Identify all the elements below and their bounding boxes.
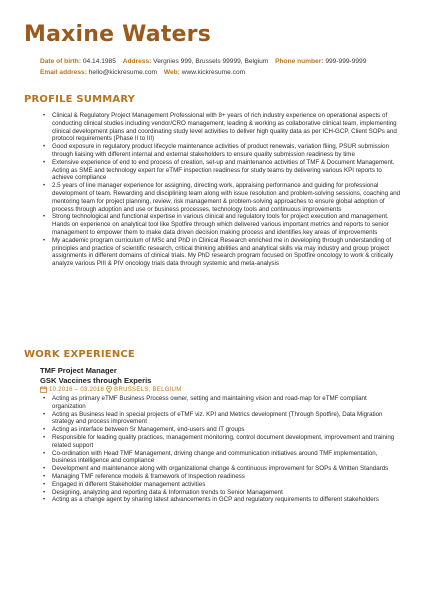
web-label: Web: — [163, 69, 180, 77]
profile-summary-list — [40, 112, 402, 268]
email-value[interactable]: hello@kickresume.com — [88, 69, 158, 77]
list-item: • Acting as primary eTMF Business Process owner, setting and maintaining vision and road-map for eTMF compliant organization — [40, 395, 402, 411]
phone-value: 999-999-9999 — [325, 58, 367, 65]
contact-line-2 — [40, 67, 410, 78]
job-meta — [40, 386, 182, 393]
list-item: • Acting as a change agent by sharing latest advancements in GCP and regulatory requirements to different stakeholders — [40, 496, 402, 504]
list-item: • Acting as Business lead in special projects of eTMF viz. KPI and Metrics development (Through Spotfire), Data Migration strategy and process improvement — [40, 411, 402, 427]
list-item: • Co-ordination with Head TMF Management, driving change and communication initiatives around TMF implementation, business intelligence and compliance — [40, 450, 402, 466]
contact-line-1 — [40, 56, 410, 67]
web-value[interactable]: www.kickresume.com — [181, 69, 246, 77]
list-item: • My academic program curriculum of MSc and PhD in Clinical Research enriched me in developing through understanding of principles and practice of scientific research, critical thinking abilities and analytical skills via may industry and group project assignments in different domains of clinical trials. My PhD research program focused on Spotfire oncology to work & critically analyze various PIII & PIV oncology trials data through systemic and meta-analysis — [40, 237, 402, 268]
address-label: Address: — [122, 58, 152, 65]
list-item: • Good exposure in regulatory product lifecycle maintenance activities of product renewals, variation fliing, PSUR submission through liaising with different internal and external stakeholders to ensure quality submission readiness by time — [40, 143, 402, 159]
list-item: • Clinical & Regulatory Project Management Professional with 8+ years of rich industry experience on operational aspects of conducting clinical studies including vendor/CRO management, leading & working as collaborative clinical team, implementing clinical development plans and coordinating study level activities to deliver high quality data as per ICH-GCP, Client SOPs and protocol requirements (Phase II to III) — [40, 112, 402, 143]
list-item: • Extensive experience of end to end process of creation, set-up and maintenance activities of TMF & Document Management. Acting as SME and technology expert for eTMF inspection readiness for study teams by delivering various KPI reports to achieve compliance — [40, 159, 402, 182]
phone-label: Phone number: — [275, 58, 324, 65]
list-item: • Designing, analyzing and reporting data & Information trends to Senior Management — [40, 489, 402, 497]
calendar-icon — [40, 386, 47, 393]
list-item: • Development and maintenance along with organizational change & continuous improvement for SOPs & Written Standards — [40, 465, 402, 473]
list-item: • 2.5 years of line manager experience for assigning, directing work, appraising performance and guiding for professional development of team. Rewarding and disciplining team along with issue resolution and problem-solving sessions, coaching and mentoring team for project planning, review, risk management & problem-solving approaches to ensure global adoption of process through adoption and use or business processes, technology tools and continuous improvements — [40, 182, 402, 213]
list-item: • Responsible for leading quality practices, management monitoring, control document development, improvement and training related support — [40, 434, 402, 450]
list-item: • Engaged in different Stakeholder management activities — [40, 481, 402, 489]
list-item: • Strong technological and functional expertise in various clinical and regulatory tools for project execution and management. Hands on experience on analytical tool like Spotfire through which delivered various important metrics and reports to senior management to empower them to make data driven decision making process and identifies key areas of improvements — [40, 213, 402, 236]
job-dates: 10.2016 – 03.2018 — [49, 386, 105, 393]
list-item: • Acting as interface between Sr Management, end-users and IT groups — [40, 426, 402, 434]
profile-summary-heading: PROFILE SUMMARY — [24, 94, 136, 105]
candidate-name: Maxine Waters — [24, 22, 212, 47]
dob-label: Date of birth: — [40, 58, 82, 65]
location-pin-icon — [106, 386, 112, 393]
email-label: Email address: — [40, 69, 87, 77]
job-company: GSK Vaccines through Experis — [40, 376, 152, 385]
work-experience-heading: WORK EXPERIENCE — [24, 349, 135, 360]
address-value: Vergnies 999, Brussels 99999, Belgium — [153, 58, 269, 65]
dob-value: 04.14.1985 — [82, 58, 116, 65]
job-title: TMF Project Manager — [40, 366, 117, 375]
job-location: BRUSSELS, BELGIUM — [114, 386, 182, 393]
list-item: • Managing TMF reference models & framework of Inspection readiness — [40, 473, 402, 481]
work-experience-list — [40, 395, 402, 504]
contact-info — [40, 56, 410, 78]
